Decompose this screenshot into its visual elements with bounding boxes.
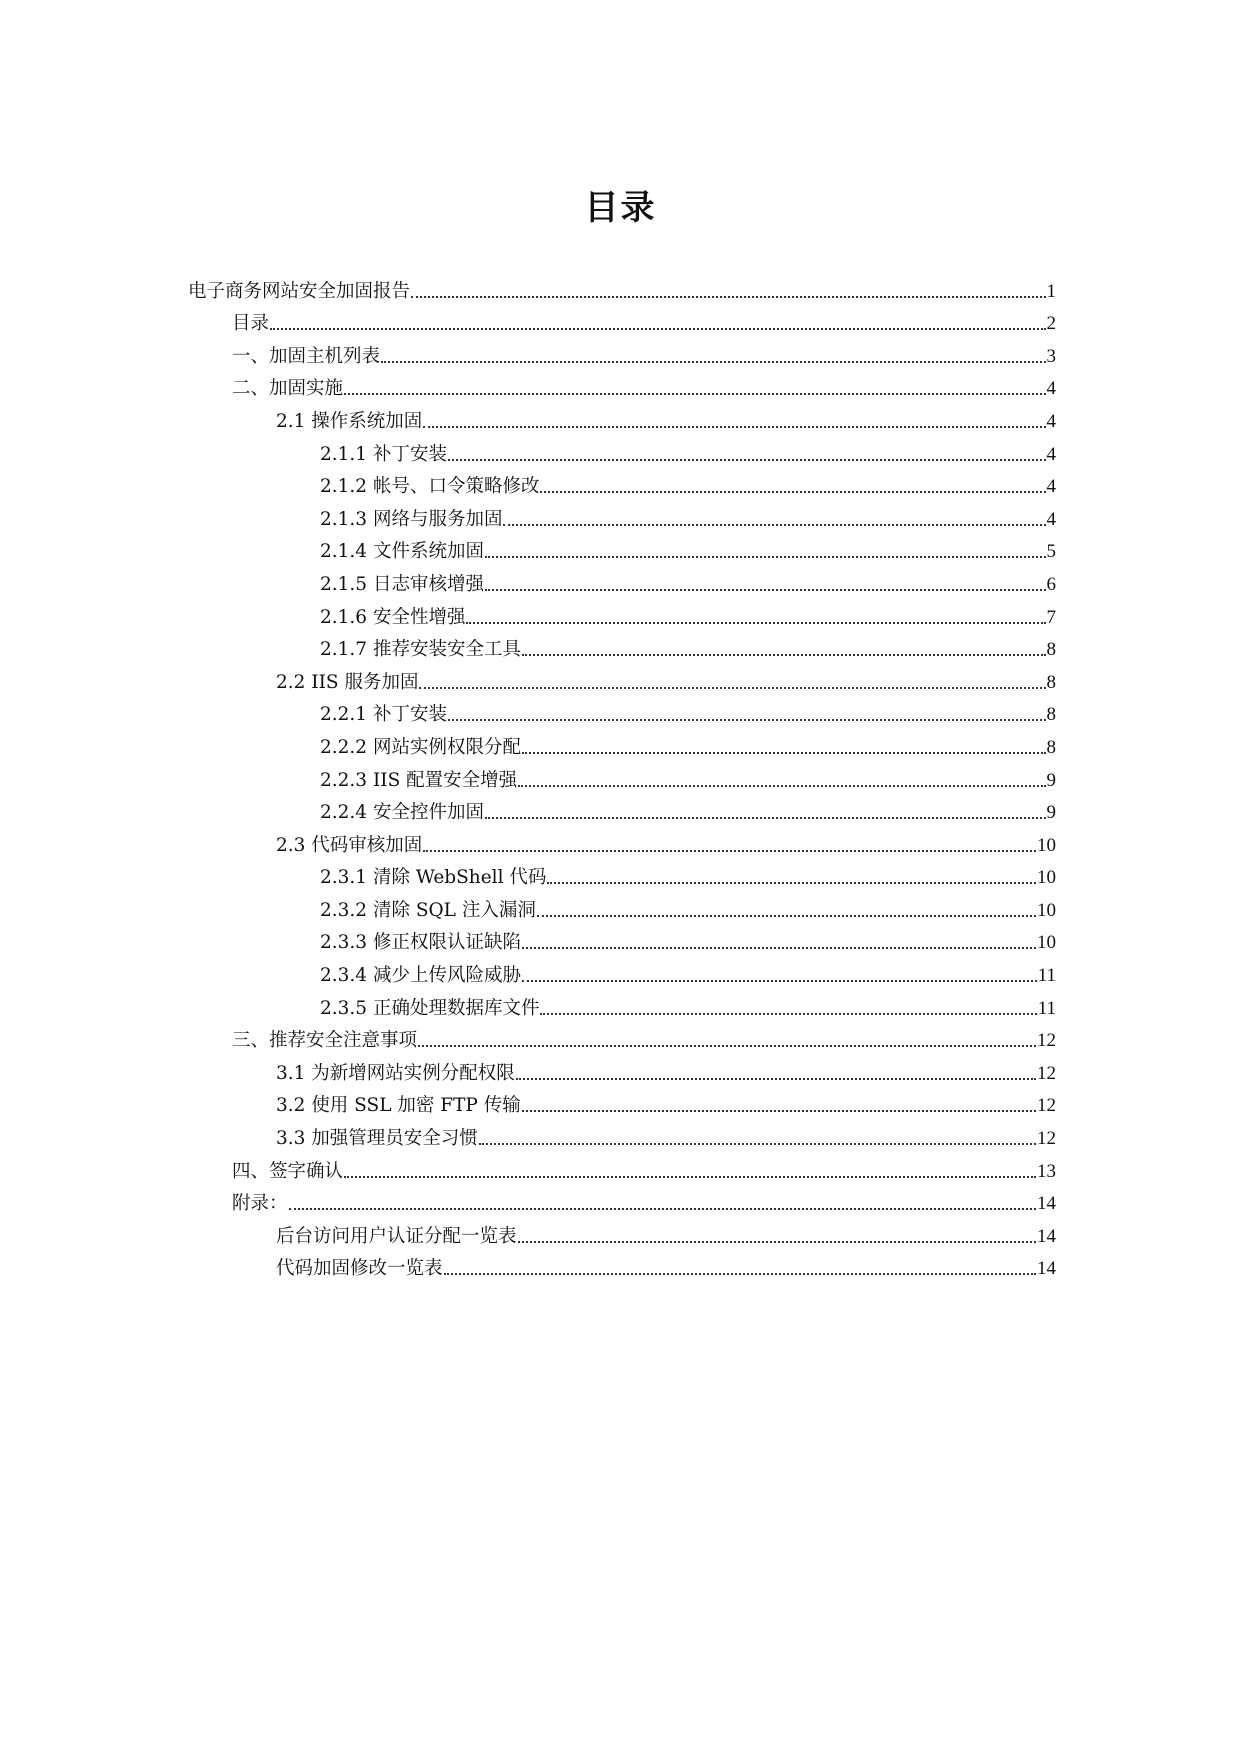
- toc-entry-label: 2.1 操作系统加固: [276, 410, 423, 432]
- toc-entry[interactable]: [188, 1250, 1056, 1283]
- toc-entry[interactable]: [188, 891, 1056, 924]
- toc-entry-page-number: 10: [1037, 834, 1056, 856]
- toc-entry-page-number: 14: [1037, 1258, 1056, 1280]
- toc-dot-leader: [448, 459, 1046, 461]
- toc-entry[interactable]: [188, 1152, 1056, 1185]
- toc-entry-label: 2.1.6 安全性增强: [320, 606, 466, 628]
- toc-dot-leader: [518, 1241, 1036, 1243]
- toc-entry-page-number: 4: [1046, 443, 1056, 465]
- toc-entry-page-number: 6: [1046, 573, 1056, 595]
- toc-entry-page-number: 8: [1046, 736, 1056, 758]
- toc-entry-label: 2.2.2 网站实例权限分配: [320, 736, 521, 758]
- toc-entry-page-number: 14: [1037, 1193, 1056, 1215]
- toc-entry-label: 一、加固主机列表: [232, 345, 381, 367]
- toc-dot-leader: [466, 622, 1045, 624]
- toc-dot-leader: [485, 589, 1046, 591]
- toc-entry-page-number: 8: [1046, 704, 1056, 726]
- toc-entry-page-number: 12: [1037, 1030, 1056, 1052]
- toc-entry-label: 3.2 使用 SSL 加密 FTP 传输: [276, 1095, 521, 1117]
- toc-entry-page-number: 4: [1046, 410, 1056, 432]
- toc-dot-leader: [547, 882, 1036, 884]
- toc-dot-leader: [444, 1273, 1036, 1275]
- toc-entry[interactable]: [188, 272, 1056, 305]
- toc-dot-leader: [419, 687, 1045, 689]
- toc-entry-page-number: 8: [1046, 639, 1056, 661]
- toc-dot-leader: [423, 850, 1036, 852]
- toc-dot-leader: [485, 556, 1046, 558]
- toc-entry[interactable]: [188, 305, 1056, 338]
- toc-entry-page-number: 12: [1037, 1062, 1056, 1084]
- toc-entry[interactable]: [188, 337, 1056, 370]
- toc-entry-label: 电子商务网站安全加固报告: [188, 280, 411, 302]
- toc-entry[interactable]: [188, 1054, 1056, 1087]
- toc-entry[interactable]: [188, 1185, 1056, 1218]
- toc-entry-page-number: 10: [1037, 899, 1056, 921]
- toc-dot-leader: [411, 296, 1045, 298]
- toc-dot-leader: [537, 915, 1036, 917]
- toc-entry[interactable]: [188, 468, 1056, 501]
- toc-entry[interactable]: [188, 1217, 1056, 1250]
- toc-entry-label: 2.2.4 安全控件加固: [320, 802, 484, 824]
- toc-entry[interactable]: [188, 956, 1056, 989]
- toc-entry-page-number: 4: [1046, 476, 1056, 498]
- toc-entry-page-number: 12: [1037, 1095, 1056, 1117]
- toc-entry[interactable]: [188, 924, 1056, 957]
- toc-entry[interactable]: [188, 631, 1056, 664]
- toc-entry-label: 后台访问用户认证分配一览表: [276, 1225, 517, 1247]
- toc-dot-leader: [423, 426, 1045, 428]
- toc-dot-leader: [503, 524, 1045, 526]
- toc-entry[interactable]: [188, 565, 1056, 598]
- toc-entry-label: 2.3 代码审核加固: [276, 834, 423, 856]
- toc-entry-label: 2.3.1 清除 WebShell 代码: [320, 867, 547, 889]
- toc-entry[interactable]: [188, 663, 1056, 696]
- toc-entry[interactable]: [188, 826, 1056, 859]
- toc-entry-label: 3.3 加强管理员安全习惯: [276, 1128, 478, 1150]
- toc-entry-page-number: 12: [1037, 1128, 1056, 1150]
- toc-dot-leader: [418, 1045, 1036, 1047]
- toc-dot-leader: [516, 1078, 1036, 1080]
- toc-entry-label: 2.1.7 推荐安装安全工具: [320, 639, 521, 661]
- toc-entry-label: 2.2 IIS 服务加固: [276, 671, 419, 693]
- toc-entry-label: 2.3.3 修正权限认证缺陷: [320, 932, 521, 954]
- toc-entry-label: 四、签字确认: [232, 1160, 344, 1182]
- toc-entry[interactable]: [188, 728, 1056, 761]
- toc-dot-leader: [540, 1013, 1036, 1015]
- toc-entry-page-number: 4: [1046, 378, 1056, 400]
- toc-entry-label: 2.1.4 文件系统加固: [320, 541, 484, 563]
- toc-entry[interactable]: [188, 696, 1056, 729]
- toc-entry-label: 2.3.4 减少上传风险威胁: [320, 965, 521, 987]
- toc-entry[interactable]: [188, 370, 1056, 403]
- toc-entry[interactable]: [188, 435, 1056, 468]
- toc-dot-leader: [522, 752, 1046, 754]
- toc-entry[interactable]: [188, 598, 1056, 631]
- toc-dot-leader: [381, 361, 1045, 363]
- toc-entry-page-number: 10: [1037, 932, 1056, 954]
- toc-entry[interactable]: [188, 794, 1056, 827]
- toc-entry-label: 2.1.3 网络与服务加固: [320, 508, 503, 530]
- toc-entry-label: 2.2.1 补丁安装: [320, 704, 447, 726]
- toc-entry-page-number: 2: [1046, 313, 1056, 335]
- toc-entry-page-number: 9: [1046, 802, 1056, 824]
- toc-entry[interactable]: [188, 859, 1056, 892]
- toc-entry-label: 2.3.5 正确处理数据库文件: [320, 997, 540, 1019]
- toc-entry-label: 代码加固修改一览表: [276, 1258, 443, 1280]
- toc-entry[interactable]: [188, 500, 1056, 533]
- toc-dot-leader: [522, 947, 1036, 949]
- toc-dot-leader: [270, 328, 1045, 330]
- toc-dot-leader: [289, 1208, 1036, 1210]
- toc-entry-label: 目录: [232, 313, 270, 335]
- toc-entry[interactable]: [188, 402, 1056, 435]
- page-title: 目录: [584, 188, 657, 228]
- toc-dot-leader: [485, 817, 1046, 819]
- toc-dot-leader: [518, 785, 1045, 787]
- toc-entry-label: 三、推荐安全注意事项: [232, 1030, 418, 1052]
- toc-entry-label: 2.1.2 帐号、口令策略修改: [320, 476, 540, 498]
- toc-dot-leader: [479, 1143, 1036, 1145]
- toc-entry-page-number: 11: [1037, 997, 1056, 1019]
- toc-dot-leader: [540, 491, 1045, 493]
- toc-entry-label: 二、加固实施: [232, 378, 344, 400]
- toc-entry[interactable]: [188, 1022, 1056, 1055]
- toc-dot-leader: [344, 393, 1045, 395]
- table-of-contents: [188, 272, 1056, 1282]
- toc-entry-page-number: 9: [1046, 769, 1056, 791]
- toc-entry-page-number: 5: [1046, 541, 1056, 563]
- toc-dot-leader: [522, 1110, 1036, 1112]
- toc-entry-page-number: 4: [1046, 508, 1056, 530]
- toc-entry-page-number: 3: [1046, 345, 1056, 367]
- toc-entry-label: 2.1.5 日志审核增强: [320, 573, 484, 595]
- toc-entry[interactable]: [188, 761, 1056, 794]
- toc-entry-page-number: 14: [1037, 1225, 1056, 1247]
- toc-entry[interactable]: [188, 1119, 1056, 1152]
- toc-entry-page-number: 7: [1046, 606, 1056, 628]
- toc-entry-label: 附录：: [232, 1193, 288, 1215]
- toc-entry[interactable]: [188, 533, 1056, 566]
- toc-entry[interactable]: [188, 989, 1056, 1022]
- toc-dot-leader: [522, 654, 1046, 656]
- toc-entry-page-number: 11: [1037, 965, 1056, 987]
- toc-dot-leader: [448, 719, 1046, 721]
- toc-entry-page-number: 8: [1046, 671, 1056, 693]
- toc-entry-page-number: 13: [1037, 1160, 1056, 1182]
- toc-entry-label: 2.3.2 清除 SQL 注入漏洞: [320, 899, 536, 921]
- toc-entry-page-number: 10: [1037, 867, 1056, 889]
- toc-entry-label: 2.2.3 IIS 配置安全增强: [320, 769, 518, 791]
- toc-entry-page-number: 1: [1046, 280, 1056, 302]
- toc-entry-label: 2.1.1 补丁安装: [320, 443, 447, 465]
- toc-entry-label: 3.1 为新增网站实例分配权限: [276, 1062, 515, 1084]
- toc-entry[interactable]: [188, 1087, 1056, 1120]
- toc-dot-leader: [344, 1176, 1036, 1178]
- toc-dot-leader: [522, 980, 1037, 982]
